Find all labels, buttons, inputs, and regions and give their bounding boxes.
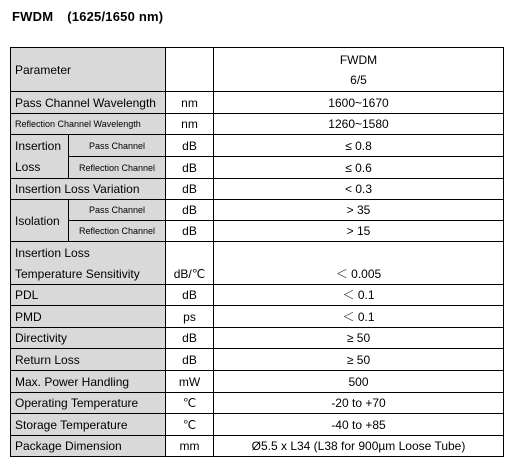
param-value: ＜ 0.1 — [214, 285, 504, 306]
param-label: Operating Temperature — [11, 393, 166, 414]
param-unit: dB — [166, 328, 214, 349]
param-unit: nm — [166, 114, 214, 135]
table-row — [11, 157, 504, 179]
table-row — [11, 328, 504, 349]
param-unit: dB — [166, 179, 214, 200]
param-value: ≤ 0.6 — [214, 157, 504, 179]
table-row — [11, 306, 504, 328]
param-value: Ø5.5 x L34 (L38 for 900µm Loose Tube) — [214, 436, 504, 457]
param-unit: ℃ — [166, 393, 214, 414]
header-parameter: Parameter — [11, 48, 166, 92]
param-label-line: Loss — [15, 160, 41, 174]
table-row — [11, 371, 504, 393]
param-unit: dB — [166, 200, 214, 221]
param-value: ≤ 0.8 — [214, 135, 504, 157]
sub-label: Pass Channel — [69, 135, 166, 157]
param-value: > 35 — [214, 200, 504, 221]
spec-table — [10, 47, 504, 457]
param-label: PDL — [11, 285, 166, 306]
sub-label: Reflection Channel — [69, 157, 166, 179]
param-value: -40 to +85 — [214, 414, 504, 436]
table-row — [11, 200, 504, 221]
param-value: ＜ 0.1 — [214, 306, 504, 328]
param-unit: dB/℃ — [166, 242, 214, 285]
product-name: FWDM — [12, 9, 54, 24]
param-unit: mm — [166, 436, 214, 457]
param-unit: nm — [166, 92, 214, 114]
param-label: Directivity — [11, 328, 166, 349]
table-row — [11, 436, 504, 457]
param-value: -20 to +70 — [214, 393, 504, 414]
param-label: Reflection Channel Wavelength — [11, 114, 166, 135]
table-row-header — [11, 48, 504, 92]
table-row — [11, 349, 504, 371]
param-label-line: Insertion — [15, 139, 62, 153]
table-row — [11, 414, 504, 436]
param-unit: ps — [166, 306, 214, 328]
table-row — [11, 242, 504, 285]
wavelength-range: (1625/1650 nm) — [67, 9, 164, 24]
param-label: Package Dimension — [11, 436, 166, 457]
param-value: 1600~1670 — [214, 92, 504, 114]
param-value: < 0.3 — [214, 179, 504, 200]
sub-label: Reflection Channel — [69, 221, 166, 242]
param-label: Max. Power Handling — [11, 371, 166, 393]
header-model-cell — [214, 48, 504, 92]
param-label-line: Insertion Loss — [15, 245, 90, 260]
param-unit: dB — [166, 135, 214, 157]
sub-label: Pass Channel — [69, 200, 166, 221]
header-model: FWDM — [339, 52, 378, 67]
page-title — [12, 9, 163, 24]
param-unit: dB — [166, 349, 214, 371]
param-label: Insertion Loss Variation — [11, 179, 166, 200]
table-row — [11, 393, 504, 414]
param-unit: mW — [166, 371, 214, 393]
param-unit: dB — [166, 221, 214, 242]
param-value: > 15 — [214, 221, 504, 242]
param-value: 1260~1580 — [214, 114, 504, 135]
param-label-temp-sensitivity — [11, 242, 166, 285]
table-row — [11, 221, 504, 242]
param-label-line: Temperature Sensitivity — [15, 266, 140, 281]
table-row — [11, 114, 504, 135]
table-row — [11, 179, 504, 200]
header-unit-cell — [166, 48, 214, 92]
param-unit: dB — [166, 285, 214, 306]
table-row — [11, 92, 504, 114]
param-label: PMD — [11, 306, 166, 328]
param-unit: dB — [166, 157, 214, 179]
param-label: Isolation — [11, 200, 69, 242]
param-value: ≥ 50 — [214, 328, 504, 349]
param-label: Storage Temperature — [11, 414, 166, 436]
table-row — [11, 135, 504, 157]
param-label: Pass Channel Wavelength — [11, 92, 166, 114]
header-ratio: 6/5 — [350, 72, 367, 87]
param-unit: ℃ — [166, 414, 214, 436]
param-value: ≥ 50 — [214, 349, 504, 371]
param-label-insertion-loss — [11, 135, 69, 179]
param-value: 500 — [214, 371, 504, 393]
param-value: ＜ 0.005 — [214, 242, 504, 285]
param-label: Return Loss — [11, 349, 166, 371]
table-row — [11, 285, 504, 306]
